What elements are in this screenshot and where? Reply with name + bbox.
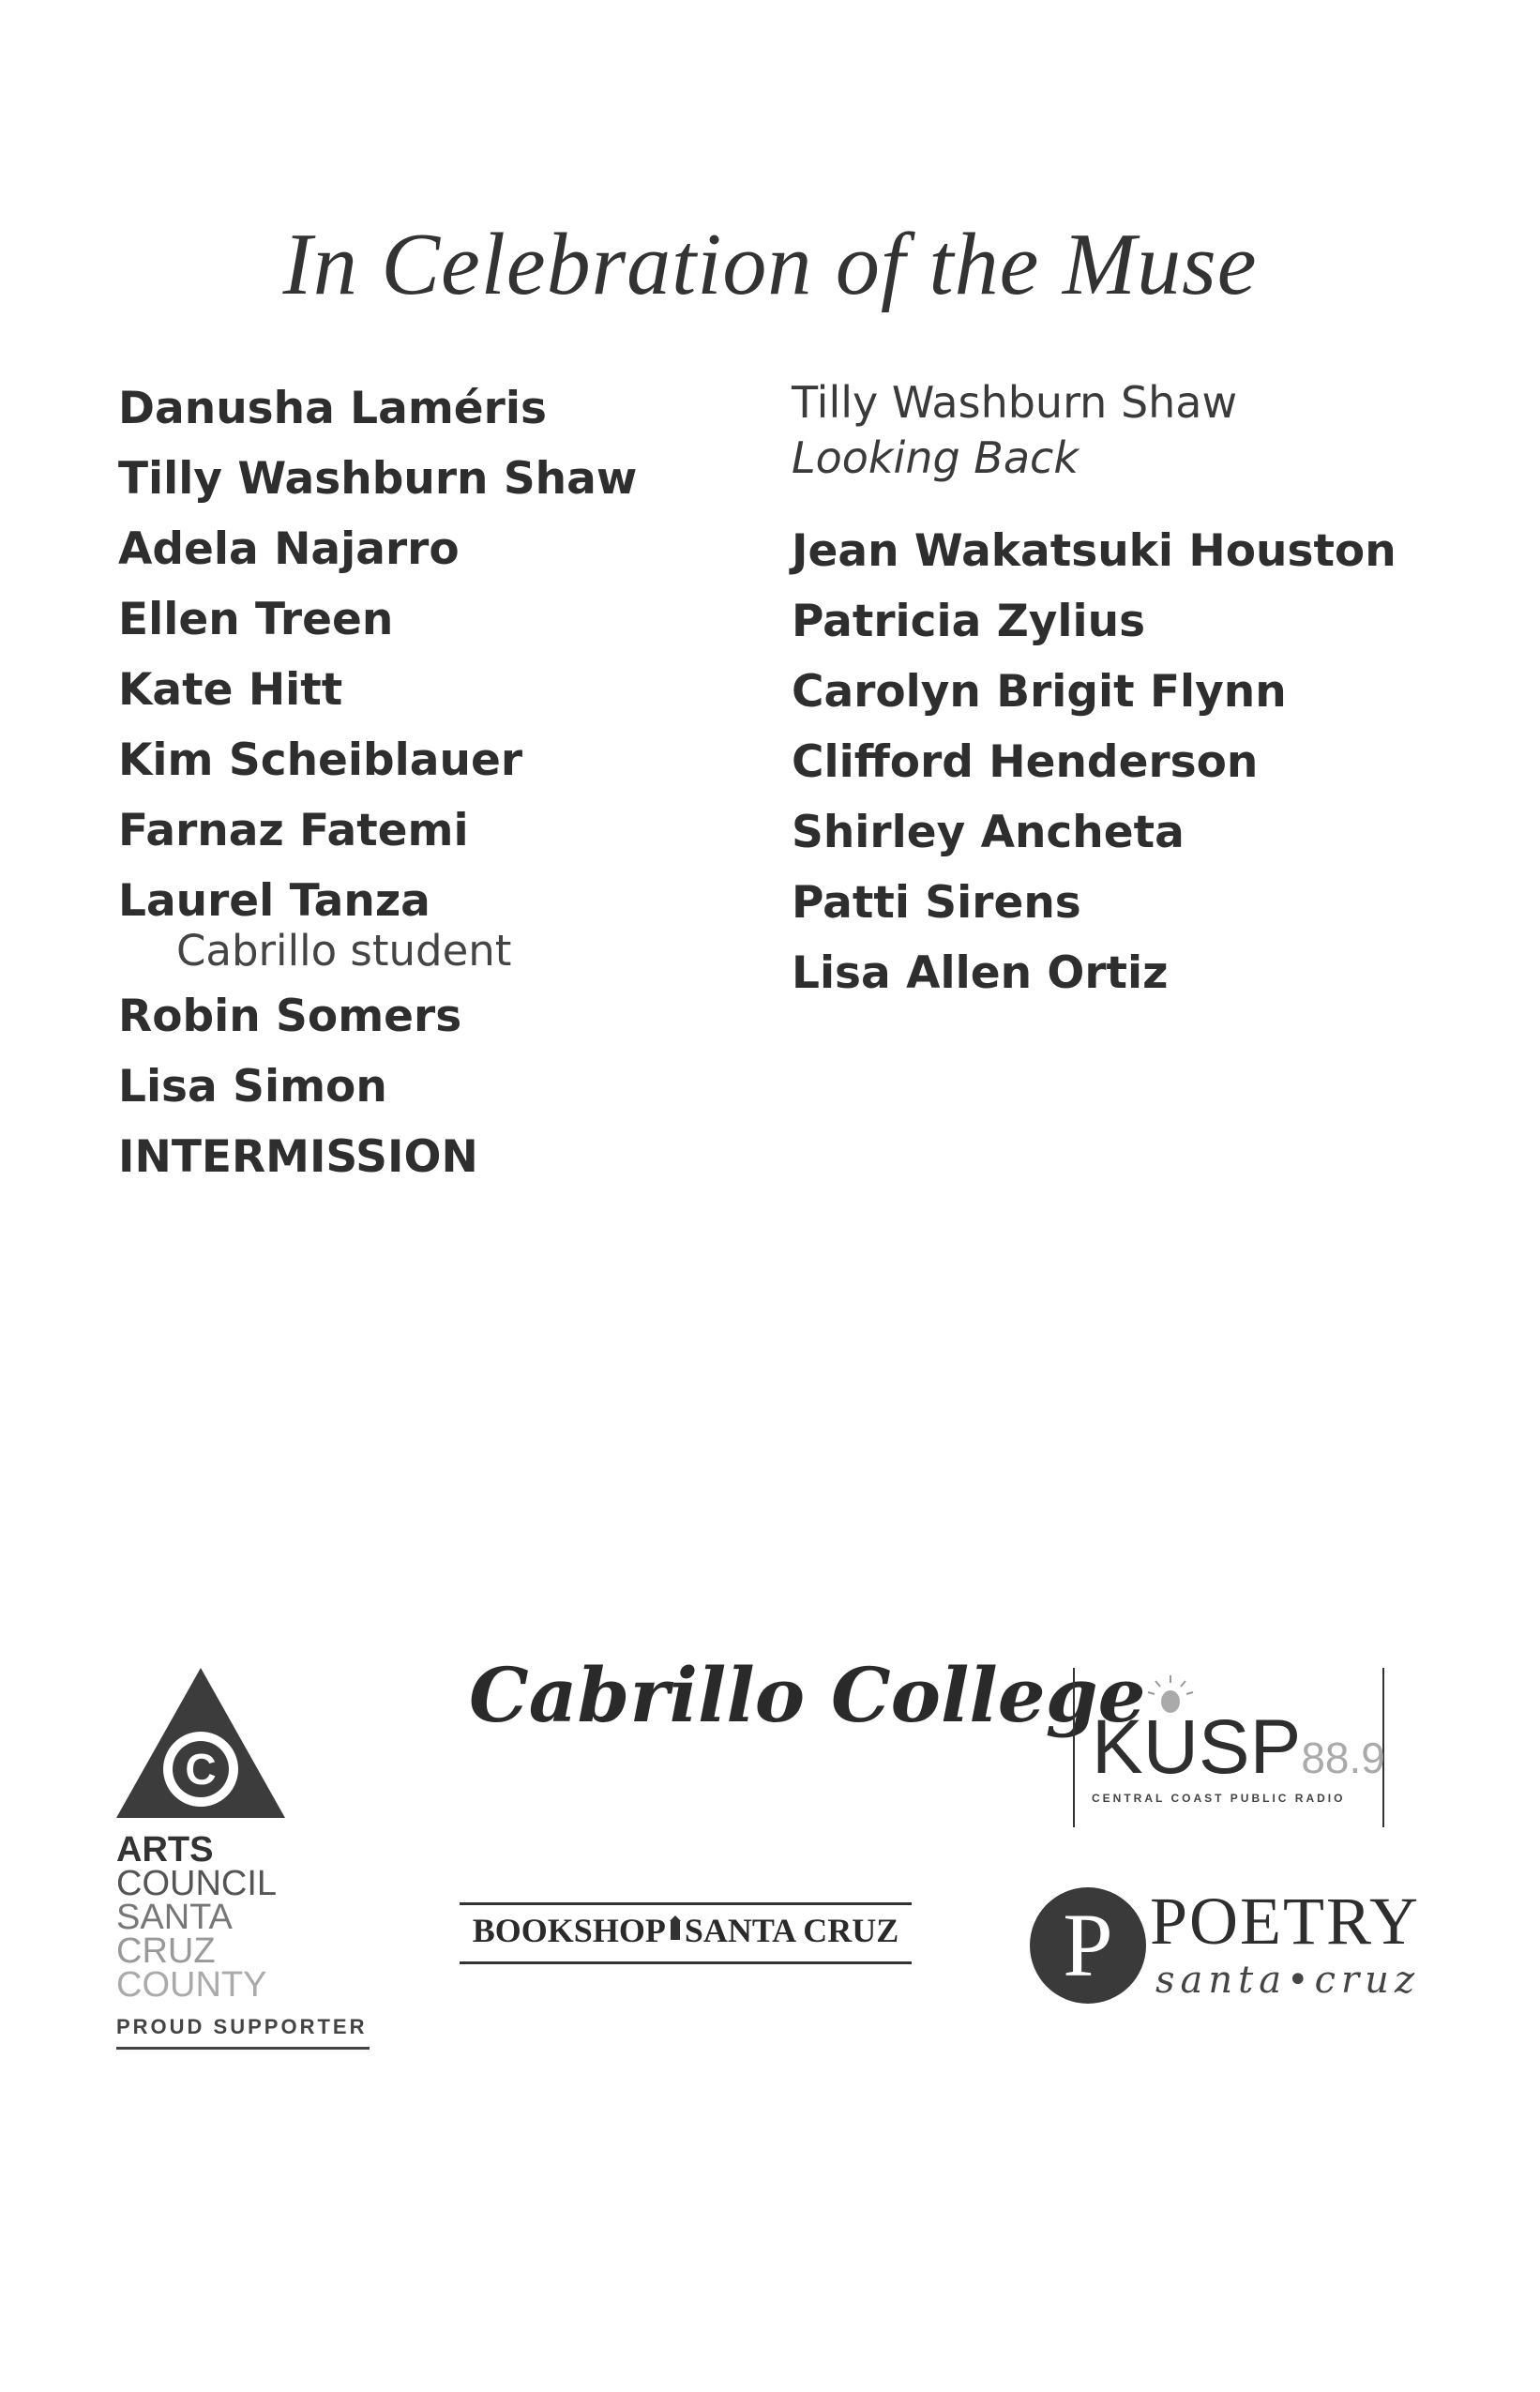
performer-name: Patti Sirens: [792, 877, 1081, 929]
arts-council-line: COUNTY: [116, 1965, 267, 2005]
performer-list-left: [118, 373, 637, 1192]
poetry-subtitle: santa•cruz: [1155, 1959, 1421, 2002]
kusp-call-letters: KUSP: [1092, 1704, 1302, 1790]
cabrillo-college-logo: Cabrillo College: [469, 1651, 1146, 1739]
arts-council-wordmark: [116, 1830, 278, 2005]
intermission-label: INTERMISSION: [118, 1131, 478, 1183]
performer-list-right: [792, 373, 1397, 1008]
performer-name: Clifford Henderson: [792, 736, 1259, 788]
bookshop-emblem-icon: [666, 1905, 685, 1956]
proud-supporter-label: PROUD SUPPORTER: [116, 2015, 370, 2050]
kusp-wordmark: [1092, 1704, 1385, 1796]
feature-name: Tilly Washburn Shaw: [792, 377, 1238, 428]
performer-name: Kate Hitt: [118, 664, 343, 716]
performer-name: Jean Wakatsuki Houston: [792, 525, 1397, 577]
arts-council-logo: [116, 1668, 388, 2062]
performer-name: Farnaz Fatemi: [118, 805, 469, 856]
poetry-santa-cruz-logo: [1030, 1882, 1424, 2004]
performer-name: Shirley Ancheta: [792, 807, 1185, 858]
arts-council-triangle-icon: [116, 1668, 285, 1818]
performer-name: Laurel Tanza: [118, 875, 430, 927]
performer-name: Tilly Washburn Shaw: [118, 453, 638, 505]
performer-name: Patricia Zylius: [792, 596, 1146, 647]
santa-cruz-word: SANTA CRUZ: [684, 1912, 899, 1949]
performer-name: Ellen Treen: [118, 594, 394, 645]
bookshop-santa-cruz-logo: [460, 1902, 912, 1964]
arts-council-line: ARTS: [116, 1830, 214, 1870]
poetry-wordmark: POETRY: [1150, 1884, 1421, 1959]
arts-council-line: CRUZ: [116, 1931, 216, 1971]
performer-name: Lisa Allen Ortiz: [792, 947, 1169, 999]
svg-text:C: C: [185, 1745, 217, 1794]
kusp-frequency: 88.9: [1301, 1733, 1385, 1782]
performer-name: Danusha Laméris: [118, 383, 547, 434]
arts-council-line: SANTA: [116, 1898, 233, 1937]
poetry-p-icon: P: [1030, 1887, 1146, 2004]
performer-name: Robin Somers: [118, 991, 462, 1042]
feature-work-title: Looking Back: [792, 432, 1079, 483]
kusp-tagline: CENTRAL COAST PUBLIC RADIO: [1092, 1792, 1346, 1805]
performer-name: Adela Najarro: [118, 523, 460, 575]
performer-name: Kim Scheiblauer: [118, 734, 523, 786]
performer-note: Cabrillo student: [176, 926, 512, 976]
performer-name: Lisa Simon: [118, 1061, 387, 1113]
kusp-logo: [1073, 1668, 1384, 1827]
bookshop-word: BOOKSHOP: [472, 1912, 666, 1949]
arts-council-line: COUNCIL: [116, 1864, 278, 1903]
performer-name: Carolyn Brigit Flynn: [792, 666, 1287, 718]
program-title: In Celebration of the Muse: [282, 216, 1258, 313]
